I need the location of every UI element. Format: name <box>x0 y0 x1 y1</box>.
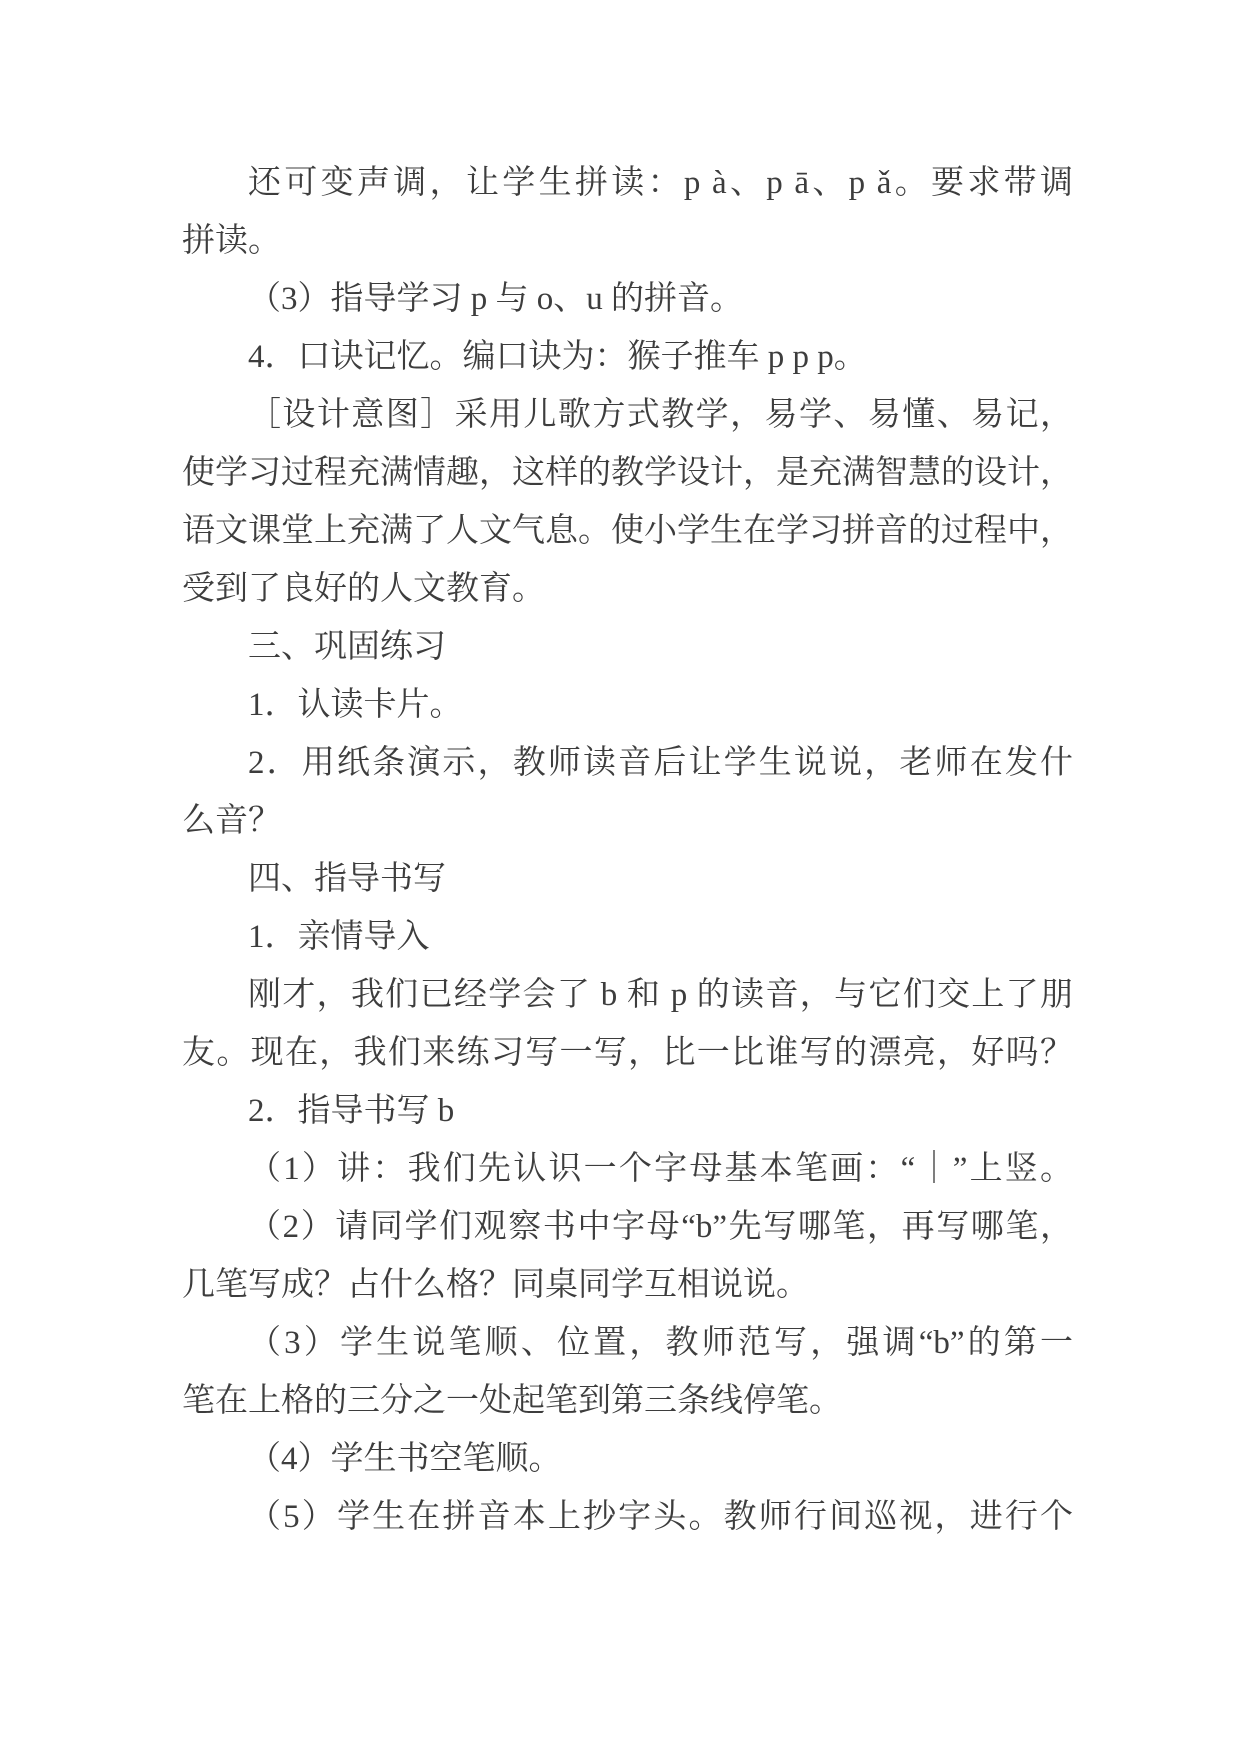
text-line: 三、巩固练习 <box>248 629 446 665</box>
text-line: 受到了良好的人文教育。 <box>182 571 545 607</box>
text-line: 友。现在，我们来练习写一写，比一比谁写的漂亮，好吗？ <box>182 1035 1073 1071</box>
text-line: 4．口诀记忆。编口诀为：猴子推车 p p p。 <box>248 339 867 375</box>
text-line: 2．指导书写 b <box>248 1093 455 1129</box>
text-line: （3）指导学习 p 与 o、u 的拼音。 <box>248 281 743 317</box>
text-line: 1．认读卡片。 <box>248 687 463 723</box>
text-line: 1．亲情导入 <box>248 919 430 955</box>
text-line: （2）请同学们观察书中字母“b”先写哪笔，再写哪笔， <box>248 1209 1073 1245</box>
text-line: 语文课堂上充满了人文气息。使小学生在学习拼音的过程中， <box>182 513 1073 549</box>
text-line: 还可变声调，让学生拼读：p à、p ā、p ǎ。要求带调 <box>248 165 1073 201</box>
text-line: （3）学生说笔顺、位置，教师范写，强调“b”的第一 <box>248 1325 1073 1361</box>
text-line: 2．用纸条演示，教师读音后让学生说说，老师在发什 <box>248 745 1073 781</box>
text-line: （4）学生书空笔顺。 <box>248 1441 562 1477</box>
text-line: 几笔写成？占什么格？同桌同学互相说说。 <box>182 1267 809 1303</box>
text-line: 四、指导书写 <box>248 861 446 897</box>
text-line: 笔在上格的三分之一处起笔到第三条线停笔。 <box>182 1383 842 1419</box>
text-line: 使学习过程充满情趣，这样的教学设计，是充满智慧的设计， <box>182 455 1073 491</box>
text-line: 刚才，我们已经学会了 b 和 p 的读音，与它们交上了朋 <box>248 977 1074 1013</box>
text-line: ［设计意图］采用儿歌方式教学，易学、易懂、易记， <box>248 397 1073 433</box>
document-text-body <box>182 154 1073 1546</box>
text-line: 么音？ <box>182 803 281 839</box>
text-line: （1）讲：我们先认识一个字母基本笔画：“｜”上竖。 <box>248 1151 1073 1187</box>
text-line: 拼读。 <box>182 223 281 259</box>
text-line: （5）学生在拼音本上抄字头。教师行间巡视，进行个 <box>248 1499 1073 1535</box>
